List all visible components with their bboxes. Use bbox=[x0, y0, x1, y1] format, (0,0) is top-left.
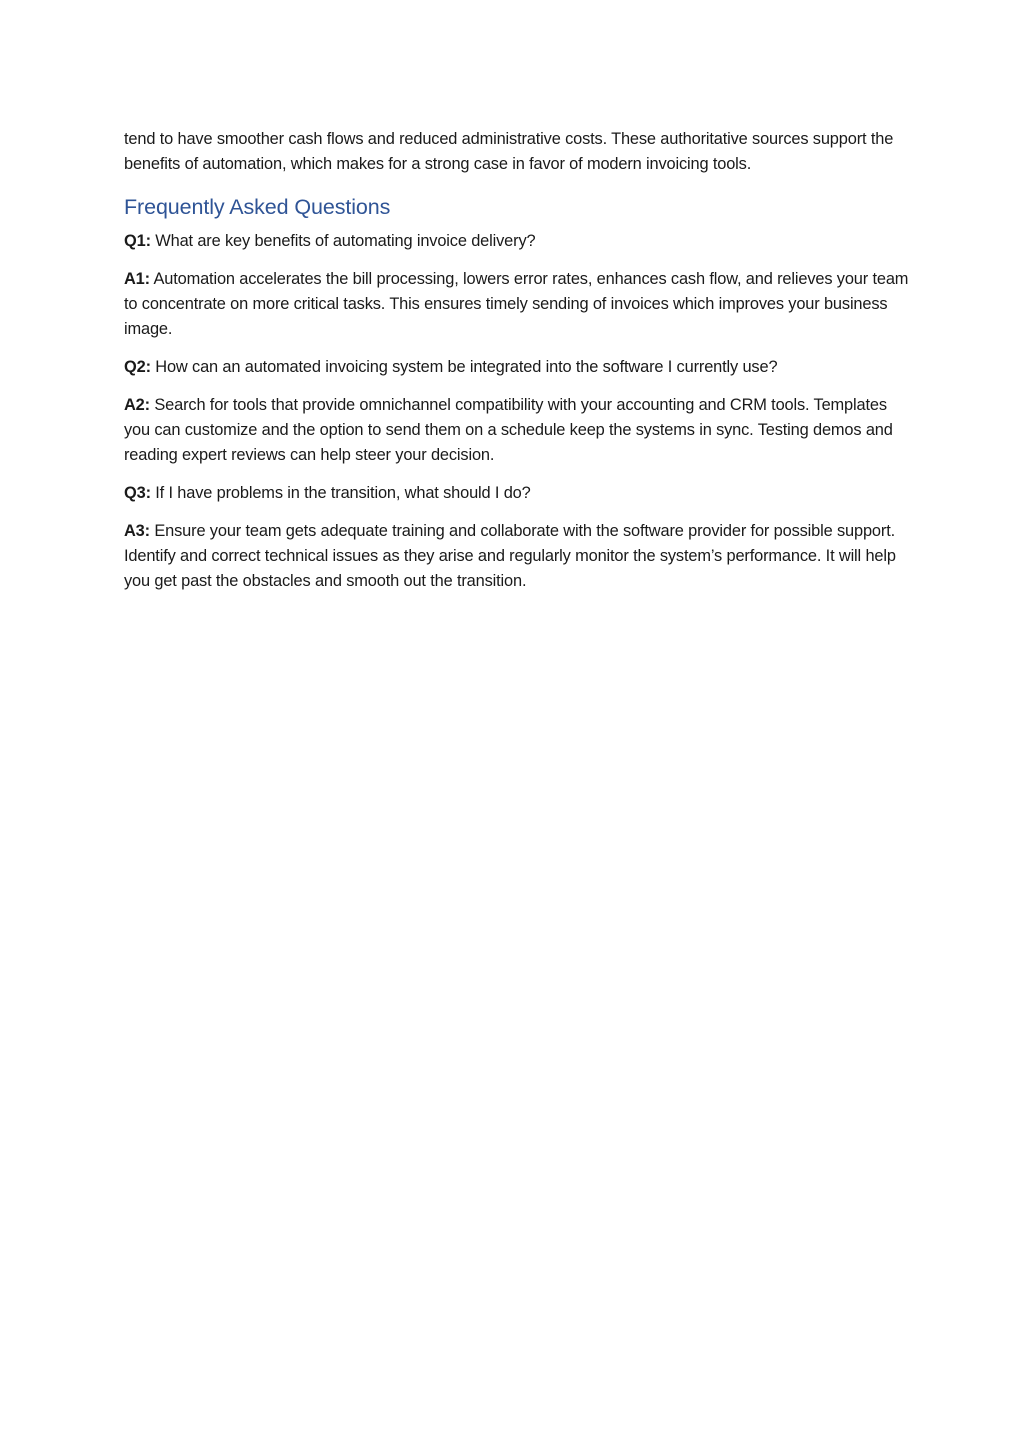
faq-question-3 bbox=[124, 481, 914, 506]
faq-answer-text: Automation accelerates the bill processing, lowers error rates, enhances cash flow, and relieves your team to concentrate on more critical tasks. This ensures timely sending of invoices which improves your business image. bbox=[124, 270, 909, 338]
faq-question-text: What are key benefits of automating invoice delivery? bbox=[155, 232, 536, 250]
faq-answer-label: A3: bbox=[124, 522, 150, 540]
faq-answer-text: Search for tools that provide omnichannel compatibility with your accounting and CRM tools. Templates you can customize and the option to send them on a schedule keep the systems in sync. Testing demos and reading expert reviews can help steer your decision. bbox=[124, 396, 893, 464]
faq-question-2 bbox=[124, 355, 914, 380]
faq-answer-2 bbox=[124, 393, 914, 468]
intro-paragraph: tend to have smoother cash flows and reduced administrative costs. These authoritative sources support the benefits of automation, which makes for a strong case in favor of modern invoicing tools. bbox=[124, 130, 894, 173]
faq-answer-1 bbox=[124, 267, 914, 342]
faq-question-1 bbox=[124, 229, 914, 254]
faq-answer-label: A1: bbox=[124, 270, 150, 288]
faq-answer-label: A2: bbox=[124, 396, 150, 414]
faq-question-label: Q2: bbox=[124, 358, 151, 376]
faq-answer-3 bbox=[124, 519, 914, 594]
faq-question-text: How can an automated invoicing system be integrated into the software I currently use? bbox=[155, 358, 778, 376]
faq-question-label: Q1: bbox=[124, 232, 151, 250]
faq-question-text: If I have problems in the transition, what should I do? bbox=[155, 484, 531, 502]
page-content bbox=[124, 127, 914, 607]
faq-question-label: Q3: bbox=[124, 484, 151, 502]
faq-heading: Frequently Asked Questions bbox=[124, 195, 391, 219]
faq-answer-text: Ensure your team gets adequate training and collaborate with the software provider for possible support. Identify and correct technical issues as they arise and regularly monitor the system’s performance. It will help you get past the obstacles and smooth out the transition. bbox=[124, 522, 896, 590]
